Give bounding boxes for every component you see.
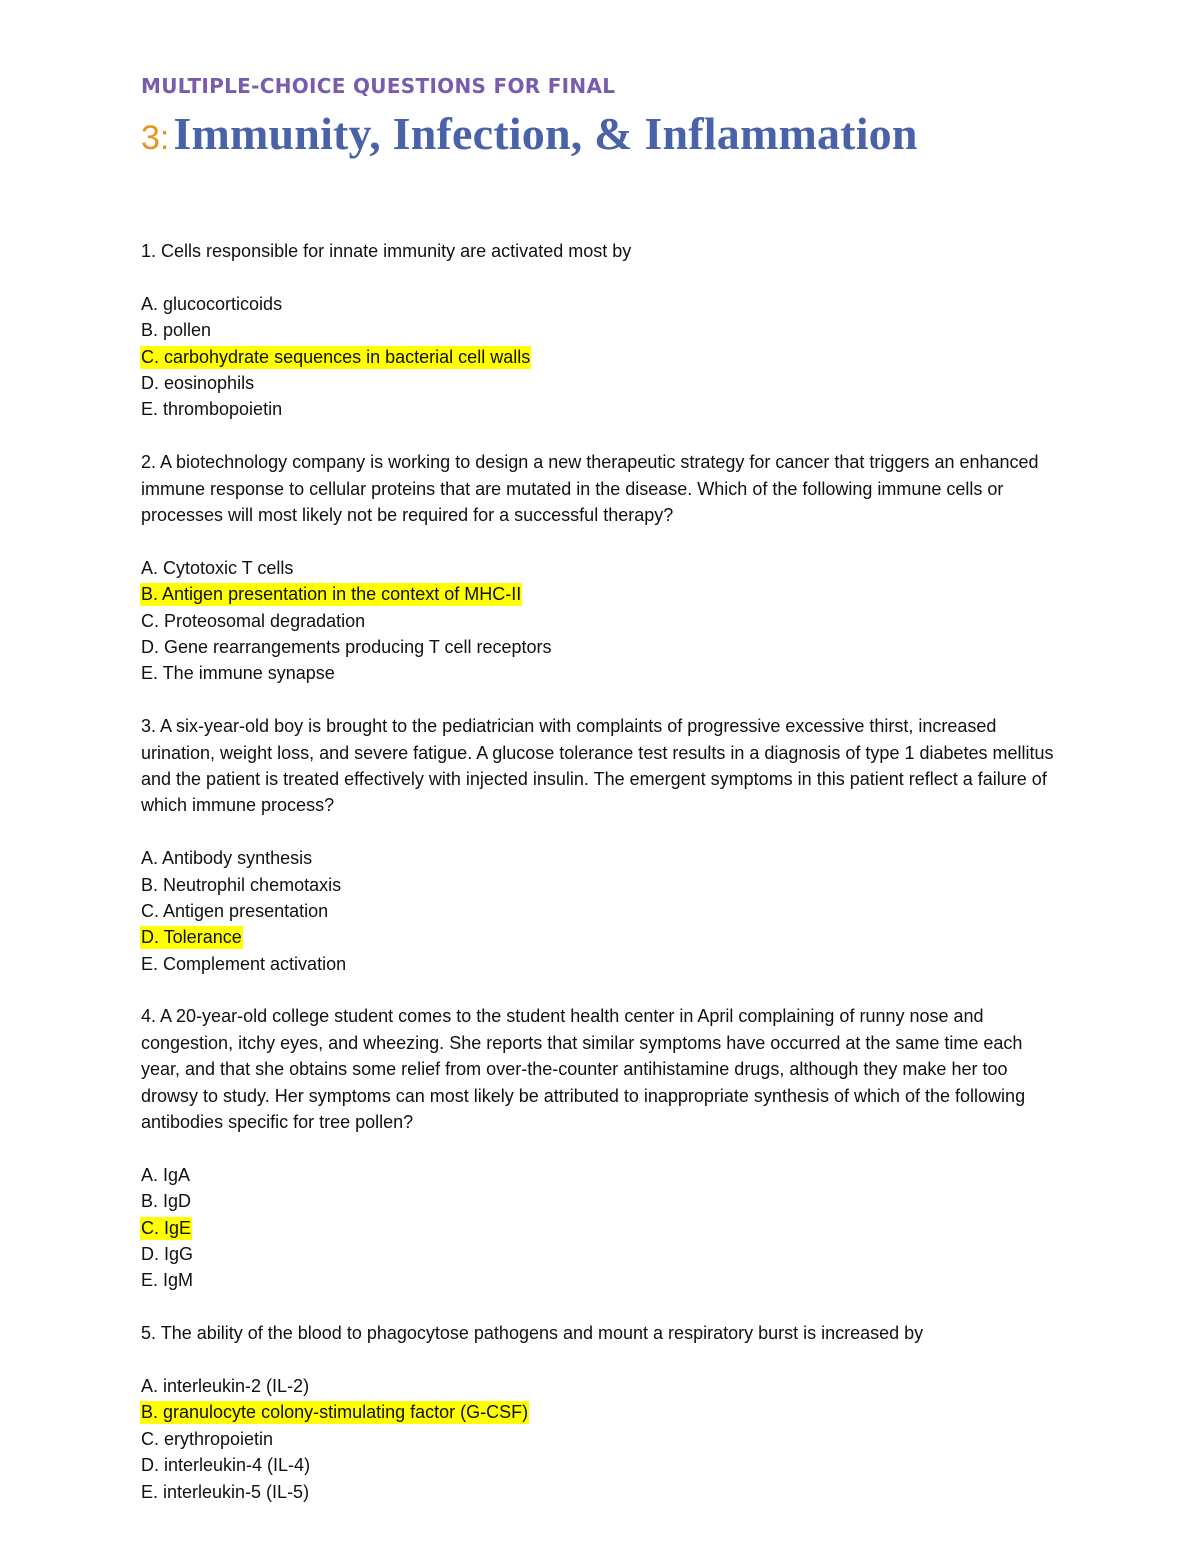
question-spacer xyxy=(141,423,1061,449)
question-spacer xyxy=(141,687,1061,713)
answer-text: A. interleukin-2 (IL-2) xyxy=(141,1376,310,1397)
answer-text: D. eosinophils xyxy=(141,372,255,393)
answer-options xyxy=(141,291,1061,423)
answer-text: B. Neutrophil chemotaxis xyxy=(141,874,342,895)
question-stem xyxy=(141,238,1061,264)
question-stem xyxy=(141,449,1061,528)
answer-option xyxy=(141,1241,1061,1267)
answer-options xyxy=(141,845,1061,977)
question-text: A six-year-old boy is brought to the pediatrician with complaints of progressive excessive thirst, increased urination, weight loss, and severe fatigue. A glucose tolerance test results in a diagnosis of type 1 diabetes mellitus and the patient is treated effectively with injected insulin. The emergent symptoms in this patient reflect a failure of which immune process? xyxy=(141,716,1054,816)
answer-option-correct xyxy=(141,344,1061,370)
answer-option xyxy=(141,898,1061,924)
answer-text: C. Antigen presentation xyxy=(141,900,329,921)
answer-option xyxy=(141,1479,1061,1505)
answer-option xyxy=(141,1267,1061,1293)
answer-option xyxy=(141,608,1061,634)
question-number: 4. xyxy=(141,1006,157,1027)
answer-option xyxy=(141,1452,1061,1478)
answer-option xyxy=(141,1426,1061,1452)
answer-text: D. IgG xyxy=(141,1244,194,1265)
highlighted-answer-text: D. Tolerance xyxy=(141,927,242,948)
answer-options xyxy=(141,555,1061,687)
highlighted-answer-text: C. IgE xyxy=(141,1217,192,1238)
answer-option xyxy=(141,872,1061,898)
answer-text: C. erythropoietin xyxy=(141,1428,274,1449)
answer-option xyxy=(141,555,1061,581)
answer-options xyxy=(141,1373,1061,1505)
answer-option xyxy=(141,951,1061,977)
question-text: Cells responsible for innate immunity are activated most by xyxy=(161,241,632,261)
answer-text: B. IgD xyxy=(141,1191,192,1212)
question-spacer xyxy=(141,977,1061,1003)
question-2 xyxy=(141,449,1061,687)
question-3 xyxy=(141,713,1061,977)
answer-option xyxy=(141,317,1061,343)
answer-option xyxy=(141,370,1061,396)
answer-text: A. glucocorticoids xyxy=(141,293,283,314)
question-1 xyxy=(141,238,1061,423)
highlighted-answer-text: B. Antigen presentation in the context of MHC-II xyxy=(141,584,522,605)
answer-option-correct xyxy=(141,1215,1061,1241)
question-text: A biotechnology company is working to design a new therapeutic strategy for cancer that triggers an enhanced immune response to cellular proteins that are mutated in the disease. Which of the following immune cells or processes will most likely not be required for a successful therapy? xyxy=(141,452,1039,525)
question-text: A 20-year-old college student comes to the student health center in April complaining of runny nose and congestion, itchy eyes, and wheezing. She reports that similar symptoms have occurred at the same time each year, and that she obtains some relief from over-the-counter antihistamine drugs, although they make her too drowsy to study. Her symptoms can most likely be attributed to inappropriate synthesis of which of the following antibodies specific for tree pollen? xyxy=(141,1006,1026,1133)
question-number: 2. xyxy=(141,452,157,473)
question-number: 5. xyxy=(141,1323,157,1344)
document-page xyxy=(141,72,1061,1505)
answer-text: D. Gene rearrangements producing T cell receptors xyxy=(141,636,552,657)
question-text: The ability of the blood to phagocytose pathogens and mount a respiratory burst is increased by xyxy=(160,1323,924,1344)
chapter-number: 3: xyxy=(141,119,170,157)
highlighted-answer-text: B. granulocyte colony-stimulating factor (G-CSF) xyxy=(141,1402,529,1423)
answer-option xyxy=(141,1373,1061,1399)
answer-option xyxy=(141,291,1061,317)
answer-text: E. thrombopoietin xyxy=(141,399,283,420)
question-stem xyxy=(141,1003,1061,1135)
question-spacer xyxy=(141,1294,1061,1320)
chapter-title: Immunity, Infection, & Inflammation xyxy=(173,108,918,159)
answer-text: A. Antibody synthesis xyxy=(141,848,313,869)
answer-option xyxy=(141,634,1061,660)
answer-option xyxy=(141,660,1061,686)
answer-option xyxy=(141,1188,1061,1214)
answer-text: A. IgA xyxy=(141,1164,191,1185)
answer-text: D. interleukin-4 (IL-4) xyxy=(141,1455,311,1476)
answer-options xyxy=(141,1162,1061,1294)
answer-text: C. Proteosomal degradation xyxy=(141,610,366,631)
highlighted-answer-text: C. carbohydrate sequences in bacterial cell walls xyxy=(141,346,531,367)
question-number: 3. xyxy=(141,716,157,737)
question-number: 1. xyxy=(141,241,157,261)
answer-text: E. IgM xyxy=(141,1270,194,1291)
question-4 xyxy=(141,1003,1061,1293)
answer-text: B. pollen xyxy=(141,320,212,341)
answer-option xyxy=(141,1162,1061,1188)
answer-option-correct xyxy=(141,924,1061,950)
answer-option xyxy=(141,396,1061,422)
answer-option-correct xyxy=(141,1399,1061,1425)
answer-text: E. Complement activation xyxy=(141,953,347,974)
question-5 xyxy=(141,1320,1061,1505)
answer-option-correct xyxy=(141,581,1061,607)
answer-text: A. Cytotoxic T cells xyxy=(141,557,294,578)
chapter-heading xyxy=(141,104,1061,164)
question-stem xyxy=(141,1320,1061,1346)
answer-text: E. interleukin-5 (IL-5) xyxy=(141,1481,310,1502)
question-list xyxy=(141,238,1061,1505)
question-stem xyxy=(141,713,1061,819)
answer-option xyxy=(141,845,1061,871)
answer-text: E. The immune synapse xyxy=(141,663,335,684)
document-kicker: MULTIPLE-CHOICE QUESTIONS FOR FINAL xyxy=(141,74,616,98)
